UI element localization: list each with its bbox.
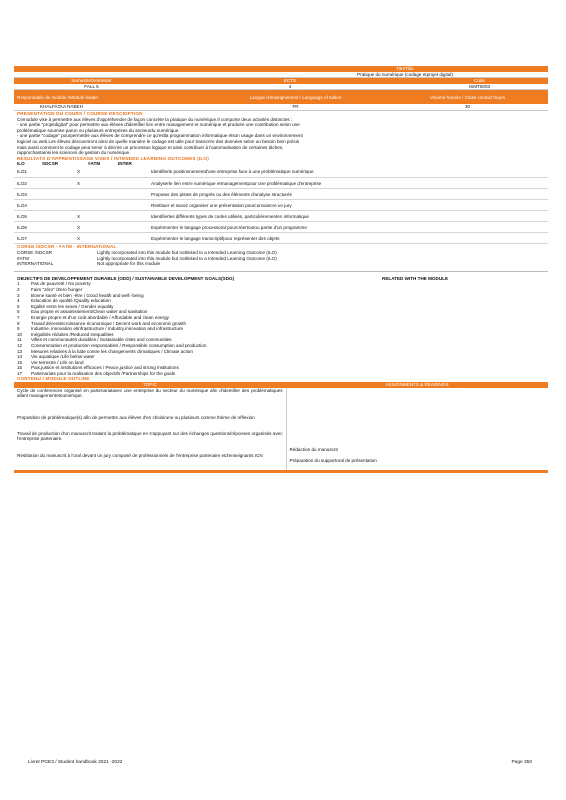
ilo-id: ILO6 (14, 222, 74, 233)
description-line: mais aussi comment le codage peut servir à décrire un processus logique et ainsi contribuer à l'automatisation de certaines tâches, (17, 144, 284, 150)
outline-topic: Proposition de problématique(s) afin de permettre aux élèves d'en choisirune ou plusieurs comme thème de réflexion (14, 415, 286, 431)
volume-label: Volume horaire / Class contact hours (429, 94, 506, 100)
course-sheet (14, 66, 548, 473)
table-row (14, 431, 548, 453)
sdg-number: 3 (17, 292, 20, 298)
outline-assignment (286, 415, 548, 431)
sdg-section (14, 271, 548, 377)
sdg-text: Education de qualité /Quality education (31, 298, 111, 304)
outline-bottom-bar (14, 470, 548, 473)
code-value: ISMT5003 (468, 83, 491, 89)
table-row (14, 189, 548, 200)
ilo-id: ILO2 (14, 178, 74, 189)
sdg-text: Mesures relatives à la lutte contre les changements climatiques / Climate action (31, 348, 193, 354)
sdg-number: 2 (17, 286, 20, 292)
leader-value: KHALFAOUI RABEH (40, 104, 83, 110)
sdg-number: 10 (17, 331, 23, 337)
table-row (14, 178, 548, 189)
title-value-row (14, 72, 548, 79)
sdg-number: 9 (17, 326, 20, 332)
contribution-label: INTERNATIONAL (17, 261, 54, 267)
ilo-id: ILO1 (14, 167, 74, 178)
outline-header-row (14, 382, 548, 388)
outline-col-topic: TOPIC (143, 382, 157, 388)
sdg-text: Faim "zéro" /Zero hunger (31, 286, 83, 292)
language-label: Langue d'enseignement / Language of tuition (249, 94, 342, 100)
sdg-number: 4 (17, 298, 20, 304)
sdg-number: 14 (17, 354, 23, 360)
sdg-table (14, 281, 374, 376)
ilo-table (14, 167, 548, 245)
ects-label: ECTS (283, 78, 297, 84)
description-line: problématique soumise parun ou plusieurs entreprises du secteurdu numérique. (17, 127, 180, 133)
sdg-text: Inégalités réduites /Reduced inequalities (31, 331, 114, 337)
ilo-text: Restituer et savoir organiser une présentation pourconvaincre un jury (148, 200, 548, 211)
description-line: - une partie "codage" pourpermettre aux élèves de comprendre ce qu'estla programmation informatique etson usage dans un environnement (17, 133, 303, 139)
outline-assignment: Rédaction du manuscrit (289, 447, 338, 453)
ilo-mark: X (74, 211, 148, 222)
ects-value: 4 (288, 83, 292, 89)
volume-value: 30 (464, 104, 471, 110)
description-line: rapprochantainsi les sciences de gestion du numérique. (17, 150, 131, 156)
sdg-number: 6 (17, 309, 20, 315)
ilo-mark: X (74, 222, 148, 233)
ilo-text: Identifierles différents types de codes utilisés, particulièrementen informatique (148, 211, 548, 222)
sdg-text: Pas de pauvreté / No poverty (31, 281, 91, 287)
ilo-mark: X (74, 233, 148, 244)
sdg-text: Paix,justice et institutions efficaces / Peace,justice and strong institutions (31, 365, 179, 371)
title-label: TitreTitle (396, 66, 414, 71)
ilo-id: ILO4 (14, 200, 74, 211)
description-line: - une partie "projetdigital" pour permettre aux élèves d'identifier lien entre management et numérique et produire une contribution selon une (17, 122, 300, 128)
table-row (14, 222, 548, 233)
sdg-number: 13 (17, 348, 23, 354)
description-body (14, 117, 548, 156)
contribution-table (14, 250, 548, 267)
contribution-heading: CORSE /SDCSR - #ATM - INTERNATIONAL (17, 244, 117, 250)
sdg-text: Energie propre et d'un coût abordable / Affordable and clean energy (31, 314, 169, 320)
sdg-text: Industrie, innovation etinfrastructure / Industry,innovation and infrastructure (31, 326, 184, 332)
sdg-text: Consommation et production responsables / Responsible consumption and production (31, 342, 207, 348)
page-footer (28, 760, 532, 765)
sdg-text: Eau propre et assainissement/Clean water and sanitation (31, 309, 148, 315)
ilo-id: ILO5 (14, 211, 74, 222)
ilo-mark: X (74, 178, 148, 189)
sdg-text: Egalité entre les sexes / Gender equality (31, 303, 114, 309)
table-row (14, 211, 548, 222)
description-line: logiciel ou web.Les élèves découvriront ainsi de quelle manière le codage est utile pour transcrire des données selon un besoin bien précis (17, 138, 300, 144)
semester-value: FALL 5 (84, 83, 99, 89)
outline-topic: Restitution du manuscrit à l'oral devant un jury composé de professionnels de l'entreprise partenaire etd'enseignants ICN (14, 453, 286, 470)
contribution-text: Lightly incorporated into this module but notlinked to a Intended Learning Outcome (ILO) (97, 255, 277, 261)
sdg-number: 12 (17, 342, 23, 348)
sdg-related-heading: RELATED WITH THE MODULE (382, 275, 449, 281)
sdg-number: 1 (17, 281, 20, 287)
language-value: FR (292, 104, 299, 110)
ilo-text: Expérimenter le langage processoral pourcréertoutou partie d'un programme (148, 222, 548, 233)
ilo-text: Identifierle positionnementd'une entreprise face à une problématique numérique (148, 167, 548, 178)
ilo-mark (74, 200, 148, 211)
semester-value-row (14, 84, 548, 91)
ilo-mark (74, 189, 148, 200)
course-title: Pratique du numérique (codage etprojet digital) (357, 71, 453, 77)
ilo-text: Expérimenter le langage transcriptifpour représenter des objets (148, 233, 548, 244)
sdg-number: 8 (17, 320, 20, 326)
outline-table (14, 388, 548, 470)
sdg-number: 7 (17, 314, 20, 320)
outline-topic: Cycle de conferences organisé en partenariatavec une entreprise du secteur du numérique afin d'identifier des problématiques allant managementetnumérique. (14, 388, 286, 415)
outline-heading: CONTENU / MODULE OUTLINE (17, 376, 90, 382)
table-row (14, 167, 548, 178)
contribution-label: CORSE /SDCSR (17, 250, 52, 255)
sdg-number: 16 (17, 365, 23, 371)
outline-assignment (286, 388, 548, 415)
sdg-text: Travail décentetcroissance économique / Decent work and economic growth (31, 320, 187, 326)
ilo-text: Proposer des pistes de progrès ou des éléments d'analyse structurés (148, 189, 548, 200)
sdg-number: 17 (17, 370, 23, 376)
ilo-col-sdcsr: SDCSR (42, 161, 59, 167)
ilo-heading: RESULTATS D'APPRENTISSAGE VISES / INTENDED LEARNING OUTCOMES (ILO) (17, 155, 209, 161)
table-row (14, 388, 548, 415)
table-row (14, 261, 548, 267)
code-label: Code (474, 78, 485, 84)
footer-page-number: Page 350 (511, 760, 532, 765)
description-line: Cemodule vise à permettre aux élèves d'appréhender de façon concrète la pratique du numérique.Il comporte deux activités distinctes : (17, 116, 293, 122)
sdg-text: Bonne santé et bien -être / Good health and well -being (31, 292, 144, 298)
ilo-col-ilo: ILO (17, 161, 25, 167)
leader-header-row (14, 90, 548, 104)
ilo-col-atm: #ATM (88, 161, 101, 167)
table-row (14, 415, 548, 431)
outline-assignment: Préparation du supportoral de présentation (289, 458, 377, 464)
sdg-text: Vie aquatique /Life below water (31, 354, 95, 360)
sdg-number: 5 (17, 303, 20, 309)
ilo-text: Analyserle lien entre numérique etmanagementpour une problématique d'entreprise (148, 178, 548, 189)
ilo-col-inter: INTER (118, 161, 132, 167)
outline-topic: Travail de production d'un manuscrit traitant la problématique en s'appuyant sur des échanges questions/réponses organisés avec l'entreprise partenaire. (14, 431, 286, 453)
sdg-text: Partenariats pour la realisation des objectifs /Partnerships for the goals (31, 370, 176, 376)
contribution-text: Not appropriate for this module (97, 261, 161, 267)
contribution-text: Lightly incorporated into this module but notlinked to a Intended Learning Outcome (ILO) (97, 250, 277, 255)
semester-label: Semestre/Semester (71, 78, 112, 84)
sdg-text: Vie terrestre / Life on land (31, 359, 84, 365)
sdg-heading: OBJECTIFS DE DEVELOPPEMENT DURABLE (ODD) / SUSTAINABLE DEVELOPMENT GOALS(SDG) (17, 275, 235, 281)
table-row (14, 233, 548, 244)
ilo-mark: X (74, 167, 148, 178)
table-row (14, 200, 548, 211)
sdg-header-row (14, 276, 548, 282)
leader-value-row (14, 104, 548, 111)
footer-handbook: Livret PGE3 / Student handbook 2021 -2022 (28, 760, 123, 765)
sdg-number: 11 (17, 337, 22, 343)
outline-col-assignments: ASSIGNMENTS & READINGS (385, 382, 449, 388)
ilo-id: ILO7 (14, 233, 74, 244)
description-heading: PRESENTATION DU COURS / COURSE DESCRIPTION (17, 110, 143, 116)
ilo-id: ILO3 (14, 189, 74, 200)
sdg-text: Villes et communautés durables / Sustainable cities and communities (31, 337, 172, 343)
sdg-number: 15 (17, 359, 23, 365)
contribution-label: #ATM (17, 255, 29, 261)
leader-label: Responsable de module /Module leader (17, 94, 99, 100)
table-row (14, 453, 548, 470)
